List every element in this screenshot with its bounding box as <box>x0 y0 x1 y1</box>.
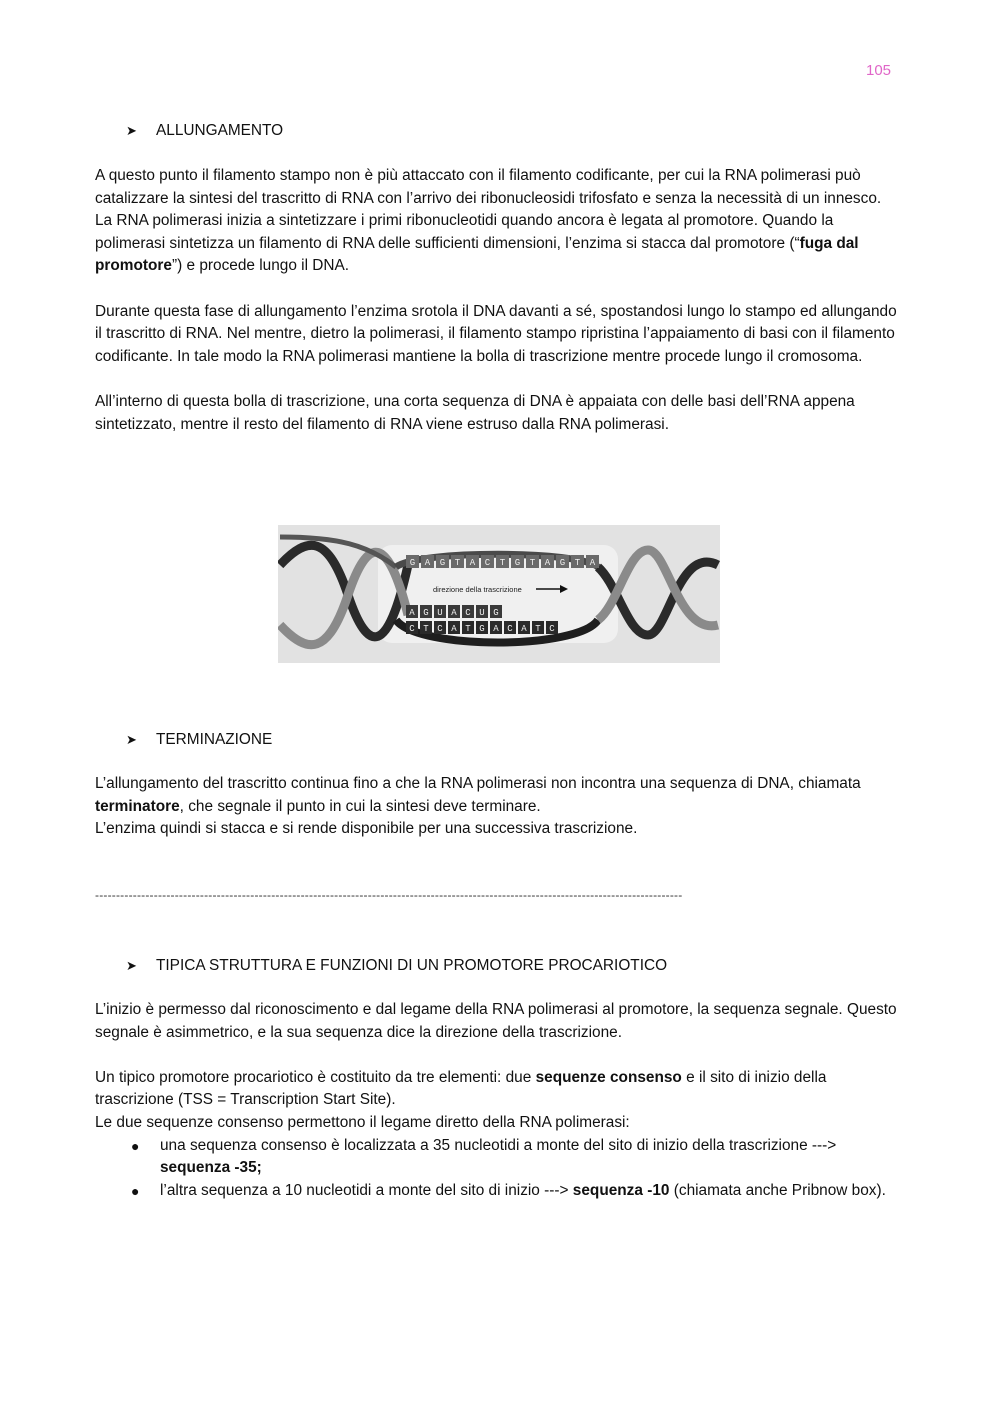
rna-base-letter: U <box>437 608 443 618</box>
bold-term: sequenza -35; <box>160 1159 262 1177</box>
text-run: , che segnale il punto in cui la sintesi deve terminare. <box>179 797 541 815</box>
section3-body <box>95 999 907 1202</box>
text-run: una sequenza consenso è localizzata a 35 nucleotidi a monte del sito di inizio della trascrizione ---> <box>160 1136 837 1154</box>
text-run: L’allungamento del trascritto continua fino a che la RNA polimerasi non incontra una sequenza di DNA, chiamata <box>95 775 861 792</box>
text-run: e il sito di inizio della trascrizione (TSS = Transcription Start Site). <box>95 1068 827 1109</box>
bullet-dot-icon: ● <box>131 1182 140 1199</box>
text-run: (chiamata anche Pribnow box). <box>669 1181 886 1199</box>
text-run: Un tipico promotore procariotico è costituito da tre elementi: due <box>95 1068 536 1086</box>
dna-top-base-letter: A <box>544 558 551 568</box>
rna-base-letter: U <box>479 608 485 618</box>
dna-bottom-base-letter: A <box>451 624 457 634</box>
dna-bottom-base-letter: T <box>465 624 471 634</box>
dna-bottom-base-letter: G <box>479 624 485 634</box>
dna-bottom-base-letter: A <box>493 624 499 634</box>
dna-top-base-letter: G <box>439 558 446 568</box>
text-run: l’altra sequenza a 10 nucleotidi a monte del sito di inizio ---> <box>160 1181 573 1199</box>
paragraph <box>95 1067 907 1112</box>
dna-top-base-letter: G <box>559 558 566 568</box>
dna-bottom-base-letter: C <box>409 624 415 634</box>
arrow-bullet-icon: ➤ <box>126 958 137 973</box>
dna-diagram <box>278 525 720 663</box>
dna-top-base-letter: A <box>589 558 596 568</box>
dna-bottom-base-letter: C <box>549 624 555 634</box>
direction-label: direzione della trascrizione <box>433 585 522 594</box>
bold-term: sequenza -10 <box>572 1181 670 1199</box>
bullet-dot-icon: ● <box>131 1137 140 1154</box>
rna-base-letter: A <box>451 608 457 618</box>
section1-body <box>95 165 907 436</box>
dna-bottom-base-letter: T <box>535 624 541 634</box>
rna-base-letter: C <box>465 608 471 618</box>
bold-term: sequenze consenso <box>535 1068 682 1086</box>
dna-top-base-letter: G <box>514 558 521 568</box>
dna-bottom-base-letter: A <box>521 624 527 634</box>
bold-term: terminatore <box>95 797 180 815</box>
paragraph: All’interno di questa bolla di trascrizione, una corta sequenza di DNA è appaiata con delle basi dell’RNA appena sintetizzato, mentre il resto del filamento di RNA viene estruso dalla RNA polimerasi. <box>95 392 855 433</box>
text-run: ”) e procede lungo il DNA. <box>171 257 350 275</box>
arrow-bullet-icon: ➤ <box>126 123 137 138</box>
dna-top-base-letter: A <box>424 558 431 568</box>
dna-bottom-base-letter: C <box>437 624 443 634</box>
dna-top-base-letter: C <box>484 558 491 568</box>
page-number: 105 <box>866 62 892 79</box>
text-run: La RNA polimerasi inizia a sintetizzare i primi ribonucleotidi quando ancora è legata al promotore. Quando la polimerasi sintetizza un filamento di RNA delle sufficienti dimensioni, l’enzima si stacca dal promotore (“ <box>95 212 834 252</box>
bullet-list <box>95 1135 907 1203</box>
dna-bottom-base-letter: T <box>423 624 429 634</box>
bold-term: fuga dal promotore <box>95 234 859 275</box>
paragraph: Le due sequenze consenso permettono il legame diretto della RNA polimerasi: <box>95 1113 630 1131</box>
paragraph <box>95 210 907 278</box>
dna-bottom-base-letter: C <box>507 624 513 634</box>
rna-base-letter: G <box>423 608 429 618</box>
transcription-bubble-figure <box>278 525 720 663</box>
rna-base-letter: A <box>409 608 415 618</box>
section-heading-terminazione <box>126 729 272 751</box>
paragraph <box>95 773 907 818</box>
paragraph: Durante questa fase di allungamento l’enzima srotola il DNA davanti a sé, spostandosi lungo lo stampo ed allungando il trascritto di RNA. Nel mentre, dietro la polimerasi, il filamento stampo ripristina l’appaiamento di basi con il filamento codificante. In tale modo la RNA polimerasi mantiene la bolla di trascrizione mentre procede lungo il cromosoma. <box>95 302 897 365</box>
paragraph: L’enzima quindi si stacca e si rende disponibile per una successiva trascrizione. <box>95 820 638 838</box>
dna-top-base-letter: T <box>529 558 536 568</box>
section2-body <box>95 773 907 841</box>
heading-text: TERMINAZIONE <box>156 731 273 748</box>
rna-base-letter: G <box>493 608 499 618</box>
dna-top-base-letter: G <box>409 558 416 568</box>
arrow-bullet-icon: ➤ <box>126 732 137 747</box>
heading-text: TIPICA STRUTTURA E FUNZIONI DI UN PROMOTORE PROCARIOTICO <box>156 957 668 974</box>
list-item <box>95 1135 907 1180</box>
paragraph: A questo punto il filamento stampo non è più attaccato con il filamento codificante, per cui la RNA polimerasi può catalizzare la sintesi del trascritto di RNA con l’arrivo dei ribonucleosidi trifosfato e senza la necessità di un innesco. <box>95 167 882 207</box>
heading-text: ALLUNGAMENTO <box>156 122 284 139</box>
dna-top-base-letter: T <box>574 558 581 568</box>
dna-top-base-letter: A <box>469 558 476 568</box>
separator-line: -------------------------------------------------------------------------------------------------------------------------------------------- <box>95 888 683 902</box>
list-item <box>95 1180 907 1203</box>
section-heading-promotore <box>126 955 667 977</box>
dna-top-base-letter: T <box>499 558 506 568</box>
paragraph: L’inizio è permesso dal riconoscimento e dal legame della RNA polimerasi al promotore, la sequenza segnale. Questo segnale è asimmetrico, e la sua sequenza dice la direzione della trascrizione. <box>95 1001 897 1041</box>
dna-top-base-letter: T <box>454 558 461 568</box>
section-heading-allungamento <box>126 120 283 142</box>
